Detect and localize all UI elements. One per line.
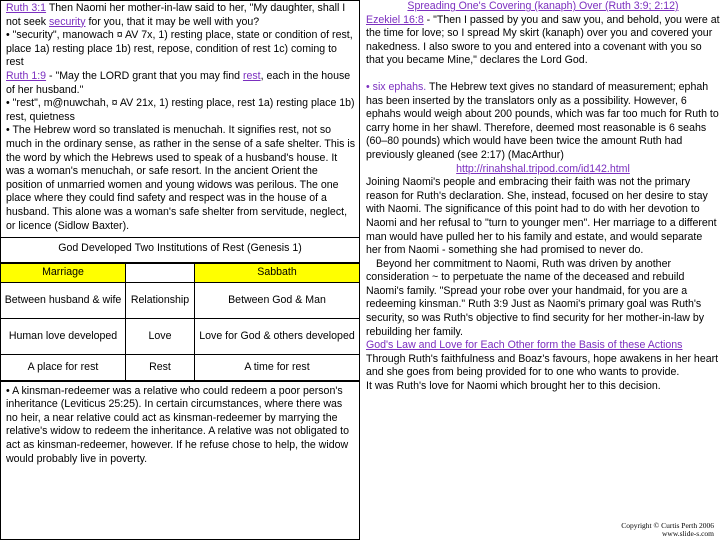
source-url-link[interactable]: http://rinahshal.tripod.com/id142.html — [456, 162, 630, 175]
ruth-1-9-link[interactable]: Ruth 1:9 — [6, 69, 47, 82]
table-row — [1, 282, 359, 318]
table-row — [1, 318, 359, 354]
menuchah-paragraph: • The Hebrew word so translated is menuchah. It signifies rest, not so much in the ordinary sense, as rather in the sense of a safe shelter. This is the word by which the Hebrews used to speak of a husband's house. It was a woman's menuchah, or safe resort. In the ancient Orient the position of unmarried women and young widows was perilous. The one place where they could find safety and respect was in the house of a husband. This alone was a woman's safe shelter from servitude, neglect, or licence (Sidlow Baxter). — [6, 124, 355, 232]
law-love-line — [366, 339, 720, 353]
copyright-text: Copyright © Curtis Perth 2006 — [621, 521, 714, 530]
table-header-row — [1, 263, 359, 282]
ruth-3-1-paragraph — [6, 2, 355, 29]
table-cell: Love — [126, 318, 195, 354]
covering-title[interactable]: Spreading One's Covering (kanaph) Over (Ruth 3:9; 2:12) — [407, 0, 679, 12]
last-paragraph: It was Ruth's love for Naomi which brought her to this decision. — [366, 380, 661, 393]
right-column — [366, 0, 720, 540]
ruth-3-1-text: Then Naomi her mother-in-law said to her, "My daughter, shall I not seek — [6, 2, 346, 28]
kinsman-redeemer-paragraph: • A kinsman-redeemer was a relative who could redeem a poor person's inheritance (Leviticus 25:25). In certain circumstances, where there was no heir, a near relative could act as kinsman-redeemer by marrying the relative's widow to redeem the inheritance. A relative was not obligated to act as kinsman-redeemer, however. If he refuse chose to help, the widow would probably live in poverty. — [1, 381, 359, 467]
ephahs-paragraph — [366, 81, 720, 163]
table-cell: Between husband & wife — [1, 282, 126, 318]
table-cell: Love for God & others developed — [195, 318, 360, 354]
copyright-note — [621, 522, 714, 538]
security-link[interactable]: security — [49, 15, 86, 28]
source-url-line — [366, 163, 720, 177]
table-cell: Relationship — [126, 282, 195, 318]
table-cell: Human love developed — [1, 318, 126, 354]
ezekiel-16-8-link[interactable]: Ezekiel 16:8 — [366, 13, 424, 26]
header-spacer — [126, 263, 195, 282]
header-marriage: Marriage — [1, 263, 126, 282]
law-love-link[interactable]: God's Law and Love for Each Other form the Basis of these Actions — [366, 339, 683, 352]
ephahs-text: The Hebrew text gives no standard of measurement; ephah has been inserted by the translators only as a possibility. However, 6 ephahs would weigh about 200 pounds, which was far too much for Ruth to carry home in her shawl. Therefore, deemed most reasonable is 6 seahs (60–80 pounds) which would have been twice the amount Ruth had previously gleaned (see 2:17) (MacArthur) — [366, 80, 719, 161]
ezekiel-paragraph — [366, 14, 720, 68]
table-cell: Rest — [126, 354, 195, 380]
ruth-1-9-paragraph — [6, 70, 355, 97]
institutions-title: God Developed Two Institutions of Rest (Genesis 1) — [1, 237, 359, 263]
rest-link[interactable]: rest — [242, 69, 261, 82]
table-row — [1, 354, 359, 380]
through-paragraph: Through Ruth's faithfulness and Boaz's favours, hope awakens in her heart and she goes from being provided for to one who wants to provide. — [366, 352, 719, 379]
rest-definition: • "rest", m@nuwchah, ¤ AV 21x, 1) resting place, rest 1a) resting place 1b) rest, quietness — [6, 97, 355, 123]
header-sabbath: Sabbath — [195, 263, 360, 282]
site-text: www.slide-s.com — [661, 529, 714, 538]
left-text-block — [1, 1, 359, 233]
rest-institutions-table — [1, 263, 359, 381]
joining-paragraph: Joining Naomi's people and embracing their faith was not the primary reason for Ruth's declaration. She, instead, focused on her desire to stay with Naomi. The significance of this point had to do with her devotion to Naomi and her refusal to "turn to younger men". Her marriage to a different man would have pulled her to his family and estate, and would separate her from Naomi - something she had promised to never do. — [366, 176, 717, 257]
table-cell: Between God & Man — [195, 282, 360, 318]
beyond-paragraph: Beyond her commitment to Naomi, Ruth was driven by another consideration ~ to perpetuate the name of the deceased and rebuild Naomi's family. "Spread your robe over your handmaid, for you are a redeeming kinsman." Ruth 3:9 Just as Naomi's primary goal was Ruth's security, so was Ruth's objective to find security for her mother-in-law by rebuilding her family. — [366, 257, 705, 338]
ruth-3-1-link[interactable]: Ruth 3:1 — [6, 2, 47, 14]
table-cell: A time for rest — [195, 354, 360, 380]
ruth-3-1-tail: for you, that it may be well with you? — [85, 15, 260, 28]
ezekiel-text: - "Then I passed by you and saw you, and behold, you were at the time for love; so I spread My skirt (kanaph) over you and covered your nakedness. I also swore to you and entered into a covenant with you so that you became Mine," declares the Lord God. — [366, 13, 720, 67]
ruth-1-9-text: - "May the LORD grant that you may find — [46, 69, 243, 82]
ruth-1-9-tail: , each in the house of her husband." — [6, 69, 351, 96]
security-definition: • "security", manowach ¤ AV 7x, 1) resting place, state or condition of rest, place 1a) resting place 1b) rest, repose, condition of rest 1c) coming to rest — [6, 29, 353, 69]
table-cell: A place for rest — [1, 354, 126, 380]
six-ephahs-label: • six ephahs. — [366, 80, 427, 93]
